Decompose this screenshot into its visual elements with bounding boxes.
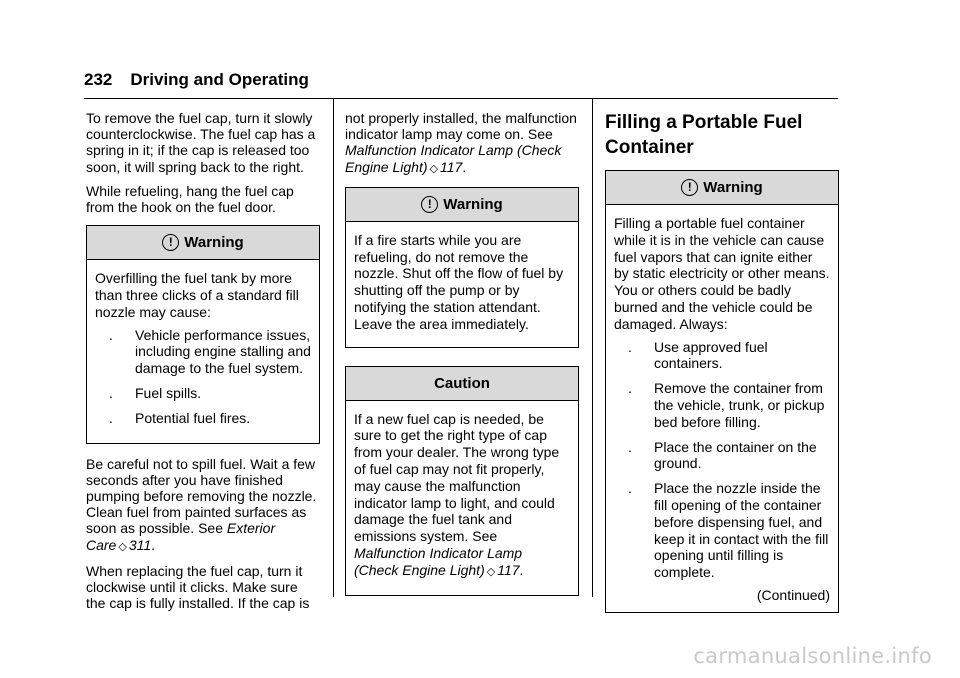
warning-header: [346, 188, 578, 222]
paragraph-text: not properly installed, the malfunction indicator lamp may come on. See: [345, 110, 577, 143]
warning-title: Warning: [184, 234, 244, 252]
column-divider-2: [592, 99, 593, 597]
paragraph-spill: Be careful not to spill fuel. Wait a few seconds after you have finished pumping before removing the nozzle. Clean fuel from painted surfaces as soon as possible. See Exterior Care ◇ 311.: [86, 455, 317, 553]
warning-box-overfilling: [86, 225, 320, 443]
page-ref-icon: ◇: [429, 162, 438, 175]
warning-intro: Overfilling the fuel tank by more than three clicks of a standard fill nozzle may cause:: [95, 270, 299, 320]
warning-intro: Filling a portable fuel container while it is in the vehicle can cause fuel vapors that can ignite either by static electricity or other means. You or others could be badly burned and the vehicle could be damaged. Always:: [614, 215, 830, 332]
caution-body-text: If a new fuel cap is needed, be sure to get the right type of cap from your dealer. The wrong type of fuel cap may not fit properly, may cause the malfunction indicator lamp to light, and could damage the fuel tank and emissions system. See: [354, 410, 560, 545]
list-item: [101, 327, 311, 377]
bullet-text: Potential fuel fires.: [135, 409, 251, 426]
ref-page[interactable]: 117: [497, 561, 520, 578]
paragraph-text: Be careful not to spill fuel. Wait a few seconds after you have finished pumping before removing the nozzle. Clean fuel from painted surfaces as soon as possible. See: [86, 455, 317, 537]
watermark: carmanualsonline.info: [693, 644, 932, 668]
ref-link-mil[interactable]: Malfunction Indicator Lamp (Check Engine Light): [354, 544, 523, 578]
warning-body: [87, 260, 319, 442]
caution-box-fuel-cap: [345, 366, 579, 596]
paragraph-hang-cap: While refueling, hang the fuel cap from the hook on the fuel door.: [86, 182, 294, 216]
warning-box-portable-container: [605, 170, 839, 613]
page-ref-icon: ◇: [118, 540, 127, 553]
warning-text: If a fire starts while you are refueling, do not remove the nozzle. Shut off the flow of fuel by shutting off the pump or by notifying the station attendant. Leave the area immediately.: [354, 231, 564, 332]
paragraph-not-installed: not properly installed, the malfunction indicator lamp may come on. See Malfunction Indicator Lamp (Check Engine Light) ◇ 117.: [345, 110, 577, 175]
list-item: [620, 339, 830, 373]
ref-link-exterior-care[interactable]: Exterior Care: [86, 520, 276, 553]
column-1: [86, 110, 320, 619]
bullet-icon: .: [109, 326, 113, 343]
caution-text: If a new fuel cap is needed, be sure to get the right type of cap from your dealer. The wrong type of fuel cap may not fit properly, may cause the malfunction indicator lamp to light, and could damage the fuel tank and emissions system. See Malfunction Indicator Lamp (Check Engine Light) ◇ 117.: [354, 410, 560, 578]
list-item: [101, 385, 311, 402]
ref-link-mil[interactable]: Malfunction Indicator Lamp (Check Engine Light): [345, 142, 562, 175]
warning-icon: !: [162, 234, 179, 251]
page-number: 232: [84, 70, 113, 89]
caution-body: [346, 401, 578, 595]
bullet-icon: .: [628, 480, 632, 497]
list-item: [620, 480, 830, 581]
bullet-text: Vehicle performance issues, including engine stalling and damage to the fuel system.: [135, 326, 311, 377]
ref-page[interactable]: 117: [439, 158, 463, 175]
bullet-icon: .: [109, 409, 113, 426]
section-title: Driving and Operating: [130, 70, 309, 89]
bullet-text: Fuel spills.: [135, 385, 202, 401]
section-heading: Filling a Portable Fuel Container: [605, 112, 803, 158]
bullet-icon: .: [628, 380, 632, 397]
list-item: [620, 439, 830, 473]
continued-label: (Continued): [756, 586, 830, 603]
list-item: [101, 410, 311, 427]
bullet-text: Use approved fuel containers.: [654, 338, 768, 372]
bullet-text: Remove the container from the vehicle, trunk, or pickup bed before filling.: [654, 380, 825, 430]
bullet-icon: .: [109, 385, 113, 401]
warning-title: Warning: [703, 179, 763, 196]
warning-header: [606, 171, 838, 205]
warning-body: [346, 222, 578, 347]
column-3: [605, 112, 839, 625]
bullet-icon: .: [628, 438, 632, 455]
paragraph-fuel-cap-remove: To remove the fuel cap, turn it slowly counterclockwise. The fuel cap has a spring in it; if the cap is released too soon, it will spring back to the right.: [86, 110, 316, 175]
list-item: [620, 380, 830, 430]
warning-bullet-list: [95, 327, 311, 427]
warning-box-fire: [345, 187, 579, 348]
paragraph-replace-cap: When replacing the fuel cap, turn it clockwise until it clicks. Make sure the cap is fully installed. If the cap is: [86, 562, 310, 612]
warning-body: [606, 205, 838, 612]
ref-page[interactable]: 311: [128, 536, 152, 553]
caution-header: Caution: [346, 367, 578, 401]
column-divider-1: [333, 99, 334, 597]
bullet-text: Place the nozzle inside the fill opening of the container before dispensing fuel, and keep it in contact with the fill opening until filling is complete.: [654, 480, 829, 581]
page-header: [84, 70, 309, 90]
header-rule: [84, 98, 838, 99]
bullet-icon: .: [628, 338, 632, 355]
column-2: [345, 110, 579, 608]
warning-icon: !: [681, 179, 698, 196]
warning-bullet-list: [614, 339, 830, 581]
warning-header: [87, 226, 319, 260]
bullet-text: Place the container on the ground.: [654, 438, 817, 472]
warning-title: Warning: [443, 195, 503, 213]
page-ref-icon: ◇: [486, 565, 496, 578]
warning-icon: !: [421, 196, 438, 213]
